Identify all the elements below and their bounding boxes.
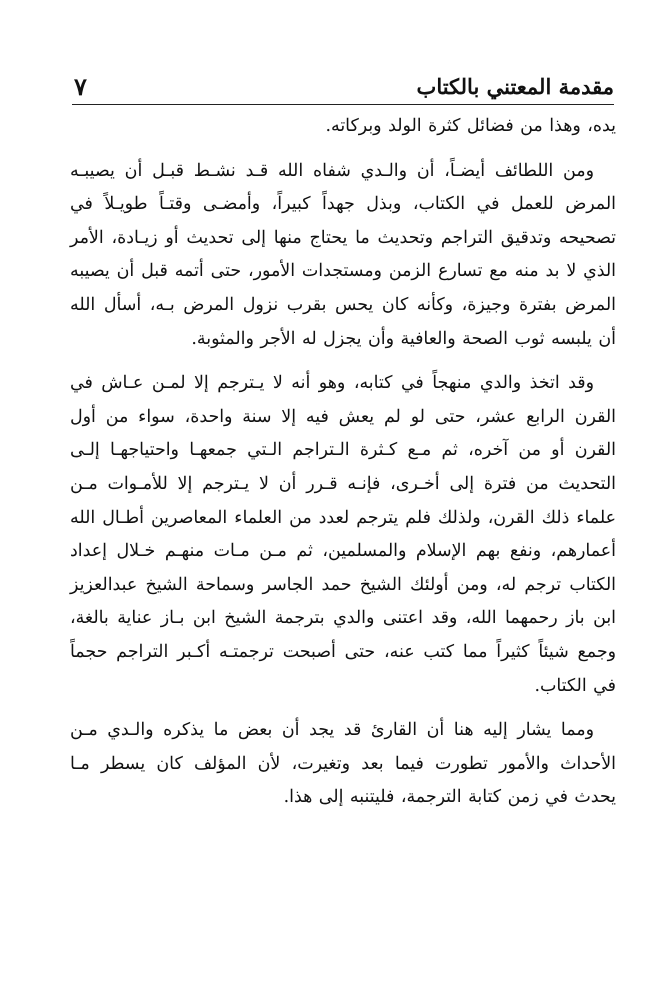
running-header xyxy=(72,68,614,104)
paragraph-3: وقد اتخذ والدي منهجاً في كتابه، وهو أنه لا يـترجم إلا لمـن عـاش في القرن الرابع عشر، حتى لو لم يعش فيه إلا سنة واحدة، سواء من أول القرن أو من آخره، ثم مـع كـثرة الـتراجم الـتي جمعهـا واحتياجهـا إلـى التحديث من فترة إلى أخـرى، فإنـه قـرر أن لا يـترجم إلا للأمـوات مـن علماء ذلك القرن، ولذلك فلم يترجم لعدد من العلماء المعاصرين أطـال الله أعمارهم، ونفع بهم الإسلام والمسلمين، ثم مـن مـات منهـم خـلال إعداد الكتاب ترجم له، ومن أولئك الشيخ حمد الجاسر وسماحة الشيخ عبدالعزيز ابن باز رحمهما الله، وقد اعتنى والدي بترجمة الشيخ ابن بـاز عناية بالغة، وجمع شيئاً كثيراً مما كتب عنه، حتى أصبحت ترجمتـه أكـبر التراجم حجماً في الكتاب. xyxy=(70,373,616,696)
body-text xyxy=(70,110,616,815)
paragraph-1: يده، وهذا من فضائل كثرة الولد وبركاته. xyxy=(325,116,616,136)
running-title: مقدمة المعتني بالكتاب xyxy=(416,74,614,99)
page-number: ٧ xyxy=(74,72,87,101)
paragraph-2: ومن اللطائف أيضـاً، أن والـدي شفاه الله قـد نشـط قبـل أن يصيبـه المرض للعمل في الكتاب، وبذل جهداً كبيراً، وأمضـى وقتـاً طويـلاً في تصحيحه وتدقيق التراجم وتحديث ما يحتاج منها إلى تحديث أو زيـادة، الأمر الذي لا بد منه مع تسارع الزمن ومستجدات الأمور، حتى أتمه قبل أن يصيبه المرض بفترة وجيزة، وكأنه كان يحس بقرب نزول المرض بـه، أسأل الله أن يلبسه ثوب الصحة والعافية وأن يجزل له الأجر والمثوبة. xyxy=(70,160,616,349)
paragraph-4: ومما يشار إليه هنا أن القارئ قد يجد أن بعض ما يذكره والـدي مـن الأحداث والأمور تطورت فيما بعد وتغيرت، لأن المؤلف كان يسطر مـا يحدث في زمن كتابة الترجمة، فليتنبه إلى هذا. xyxy=(70,720,616,808)
header-rule xyxy=(72,104,614,105)
